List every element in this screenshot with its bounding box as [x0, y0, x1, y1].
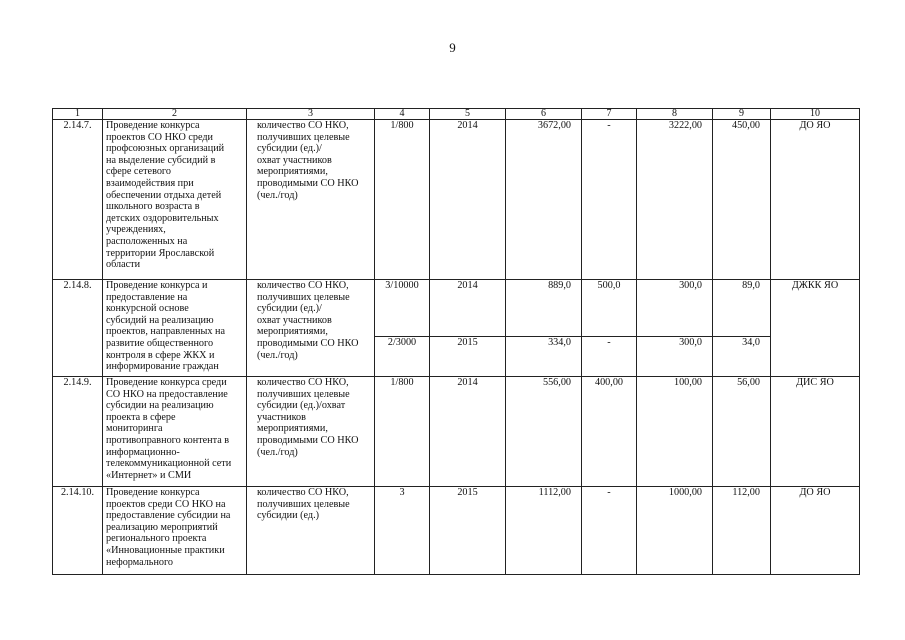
table-row: [53, 487, 860, 575]
table-row: [53, 377, 860, 487]
item-col9: 89,0: [713, 280, 771, 337]
item-indicator: количество СО НКО, получивших целевые субсидии (ед.)/охват участников мероприятиями, проводимыми СО НКО (чел./год): [247, 377, 375, 487]
item-col7: -: [582, 120, 637, 280]
item-executor: ДЖКК ЯО: [771, 280, 860, 377]
header-cell: 5: [430, 109, 506, 120]
header-cell: 10: [771, 109, 860, 120]
item-col7: 500,0: [582, 280, 637, 337]
item-indicator: количество СО НКО, получивших целевые субсидии (ед.): [247, 487, 375, 575]
item-indicator: количество СО НКО, получивших целевые субсидии (ед.)/ охват участников мероприятиями, проводимыми СО НКО (чел./год): [247, 280, 375, 377]
item-value: 1/800: [375, 377, 430, 487]
item-col9: 56,00: [713, 377, 771, 487]
item-year: 2015: [430, 487, 506, 575]
item-value: 2/3000: [375, 337, 430, 377]
header-cell: 2: [103, 109, 247, 120]
item-number: 2.14.10.: [53, 487, 103, 575]
item-col8: 1000,00: [637, 487, 713, 575]
item-executor: ДО ЯО: [771, 487, 860, 575]
header-cell: 7: [582, 109, 637, 120]
page-number: 9: [449, 40, 456, 55]
item-value: 3/10000: [375, 280, 430, 337]
header-cell: 9: [713, 109, 771, 120]
table-row: [53, 280, 860, 337]
item-year: 2014: [430, 377, 506, 487]
item-name: Проведение конкурса среди СО НКО на предоставление субсидии на реализацию проекта в сфере мониторинга противоправного контента в информационно- телекоммуникационной сети «Интернет» и СМИ: [103, 377, 247, 487]
header-row: [53, 109, 860, 120]
item-col8: 300,0: [637, 280, 713, 337]
item-col8: 100,00: [637, 377, 713, 487]
item-total: 3672,00: [506, 120, 582, 280]
item-total: 334,0: [506, 337, 582, 377]
header-cell: 1: [53, 109, 103, 120]
header-cell: 3: [247, 109, 375, 120]
item-year: 2014: [430, 120, 506, 280]
item-executor: ДИС ЯО: [771, 377, 860, 487]
item-name: Проведение конкурса проектов среди СО НКО на предоставление субсидии на реализацию мероприятий регионального проекта «Инновационные практики неформального: [103, 487, 247, 575]
table-row: [53, 120, 860, 280]
item-col8: 300,0: [637, 337, 713, 377]
header-cell: 6: [506, 109, 582, 120]
item-year: 2015: [430, 337, 506, 377]
item-col9: 34,0: [713, 337, 771, 377]
item-value: 3: [375, 487, 430, 575]
item-number: 2.14.7.: [53, 120, 103, 280]
item-total: 1112,00: [506, 487, 582, 575]
item-col7: -: [582, 337, 637, 377]
item-value: 1/800: [375, 120, 430, 280]
item-col8: 3222,00: [637, 120, 713, 280]
program-table: [52, 108, 860, 575]
header-cell: 4: [375, 109, 430, 120]
item-total: 556,00: [506, 377, 582, 487]
item-executor: ДО ЯО: [771, 120, 860, 280]
item-total: 889,0: [506, 280, 582, 337]
item-number: 2.14.8.: [53, 280, 103, 377]
item-name: Проведение конкурса проектов СО НКО среди профсоюзных организаций на выделение субсидий в сфере сетевого взаимодействия при обеспечении отдыха детей школьного возраста в детских оздоровительных учреждениях, расположенных на территории Ярославской области: [103, 120, 247, 280]
item-year: 2014: [430, 280, 506, 337]
item-indicator: количество СО НКО, получивших целевые субсидии (ед.)/ охват участников мероприятиями, проводимыми СО НКО (чел./год): [247, 120, 375, 280]
item-col7: 400,00: [582, 377, 637, 487]
item-col7: -: [582, 487, 637, 575]
item-col9: 112,00: [713, 487, 771, 575]
item-col9: 450,00: [713, 120, 771, 280]
item-name: Проведение конкурса и предоставление на конкурсной основе субсидий на реализацию проектов, направленных на развитие общественного контроля в сфере ЖКХ и информирование граждан: [103, 280, 247, 377]
header-cell: 8: [637, 109, 713, 120]
item-number: 2.14.9.: [53, 377, 103, 487]
